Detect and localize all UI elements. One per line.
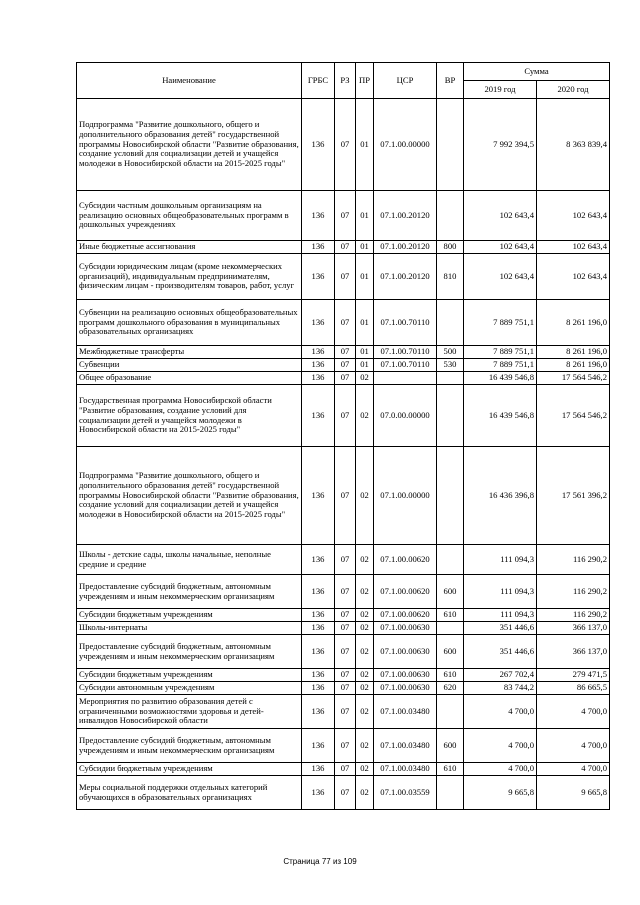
header-pr: ПР: [356, 63, 374, 99]
row-sum-2020: 86 665,5: [537, 682, 610, 695]
row-grbs: 136: [302, 385, 335, 447]
row-grbs: 136: [302, 99, 335, 191]
row-rz: 07: [335, 346, 356, 359]
row-name: Предоставление субсидий бюджетным, автономным учреждениям и иным некоммерческим организациям: [77, 729, 302, 763]
table-row: [77, 359, 610, 372]
row-rz: 07: [335, 669, 356, 682]
row-sum-2019: 7 889 751,1: [464, 300, 537, 346]
row-pr: 02: [356, 545, 374, 575]
row-sum-2020: 116 290,2: [537, 575, 610, 609]
row-name: Меры социальной поддержки отдельных категорий обучающихся в образовательных организациях: [77, 776, 302, 810]
row-sum-2019: 7 889 751,1: [464, 359, 537, 372]
row-pr: 01: [356, 346, 374, 359]
table-row: [77, 385, 610, 447]
table-row: [77, 99, 610, 191]
row-rz: 07: [335, 609, 356, 622]
row-sum-2019: 83 744,2: [464, 682, 537, 695]
row-grbs: 136: [302, 763, 335, 776]
row-pr: 02: [356, 729, 374, 763]
row-pr: 02: [356, 635, 374, 669]
header-vr: ВР: [437, 63, 464, 99]
row-vr: [437, 372, 464, 385]
row-name: Подпрограмма "Развитие дошкольного, общего и дополнительного образования детей" государственной программы Новосибирской области "Развитие образования, создание условий для социализации детей и учащейся молодежи в Новосибирской области на 2015-2025 годы": [77, 99, 302, 191]
row-name: Мероприятия по развитию образования детей с ограниченными возможностями здоровья и детей-инвалидов Новосибирской области: [77, 695, 302, 729]
row-grbs: 136: [302, 776, 335, 810]
row-sum-2020: 8 261 196,0: [537, 359, 610, 372]
row-sum-2019: 351 446,6: [464, 622, 537, 635]
header-2019: 2019 год: [464, 81, 537, 99]
row-rz: 07: [335, 729, 356, 763]
row-grbs: 136: [302, 254, 335, 300]
row-sum-2019: 111 094,3: [464, 545, 537, 575]
row-csr: 07.1.00.70110: [374, 300, 437, 346]
row-grbs: 136: [302, 682, 335, 695]
row-rz: 07: [335, 682, 356, 695]
row-sum-2019: 351 446,6: [464, 635, 537, 669]
row-sum-2019: 102 643,4: [464, 241, 537, 254]
row-vr: [437, 99, 464, 191]
row-csr: 07.1.00.00000: [374, 99, 437, 191]
row-sum-2019: 9 665,8: [464, 776, 537, 810]
row-pr: 02: [356, 609, 374, 622]
row-name: Субсидии автономным учреждениям: [77, 682, 302, 695]
row-sum-2019: 4 700,0: [464, 763, 537, 776]
table-row: [77, 372, 610, 385]
row-vr: [437, 300, 464, 346]
header-name: Наименование: [77, 63, 302, 99]
row-pr: 01: [356, 254, 374, 300]
row-sum-2020: 116 290,2: [537, 609, 610, 622]
row-vr: [437, 385, 464, 447]
row-vr: 500: [437, 346, 464, 359]
row-grbs: 136: [302, 622, 335, 635]
row-csr: 07.1.00.20120: [374, 191, 437, 241]
row-csr: 07.1.00.03480: [374, 695, 437, 729]
row-sum-2020: 17 564 546,2: [537, 372, 610, 385]
row-pr: 02: [356, 763, 374, 776]
row-vr: 610: [437, 609, 464, 622]
row-vr: 600: [437, 575, 464, 609]
table-row: [77, 695, 610, 729]
row-vr: 800: [437, 241, 464, 254]
row-grbs: 136: [302, 669, 335, 682]
row-vr: [437, 447, 464, 545]
row-sum-2019: 267 702,4: [464, 669, 537, 682]
row-rz: 07: [335, 695, 356, 729]
row-name: Предоставление субсидий бюджетным, автономным учреждениям и иным некоммерческим организациям: [77, 575, 302, 609]
row-name: Субвенции на реализацию основных общеобразовательных программ дошкольного образования в муниципальных образовательных организациях: [77, 300, 302, 346]
row-pr: 02: [356, 682, 374, 695]
row-sum-2020: 4 700,0: [537, 763, 610, 776]
row-name: Школы-интернаты: [77, 622, 302, 635]
row-grbs: 136: [302, 359, 335, 372]
row-pr: 01: [356, 300, 374, 346]
row-vr: 610: [437, 763, 464, 776]
row-rz: 07: [335, 372, 356, 385]
row-name: Иные бюджетные ассигнования: [77, 241, 302, 254]
row-csr: 07.1.00.00000: [374, 447, 437, 545]
row-sum-2020: 102 643,4: [537, 191, 610, 241]
row-vr: 810: [437, 254, 464, 300]
row-sum-2020: 102 643,4: [537, 254, 610, 300]
row-sum-2020: 8 261 196,0: [537, 300, 610, 346]
row-grbs: 136: [302, 575, 335, 609]
row-rz: 07: [335, 254, 356, 300]
row-name: Предоставление субсидий бюджетным, автономным учреждениям и иным некоммерческим организациям: [77, 635, 302, 669]
row-pr: 02: [356, 372, 374, 385]
row-grbs: 136: [302, 609, 335, 622]
row-csr: 07.0.00.00000: [374, 385, 437, 447]
row-csr: 07.1.00.00630: [374, 635, 437, 669]
row-pr: 02: [356, 695, 374, 729]
page-footer: Страница 77 из 109: [283, 857, 357, 866]
row-vr: [437, 622, 464, 635]
row-sum-2020: 116 290,2: [537, 545, 610, 575]
row-csr: 07.1.00.20120: [374, 241, 437, 254]
row-csr: 07.1.00.20120: [374, 254, 437, 300]
row-vr: [437, 695, 464, 729]
row-sum-2020: 4 700,0: [537, 729, 610, 763]
table-row: [77, 254, 610, 300]
row-pr: 02: [356, 776, 374, 810]
table-row: [77, 763, 610, 776]
row-vr: 530: [437, 359, 464, 372]
row-name: Общее образование: [77, 372, 302, 385]
table-row: [77, 191, 610, 241]
row-name: Субсидии бюджетным учреждениям: [77, 609, 302, 622]
table-row: [77, 682, 610, 695]
row-sum-2019: 16 439 546,8: [464, 385, 537, 447]
row-csr: 07.1.00.00630: [374, 622, 437, 635]
row-pr: 01: [356, 191, 374, 241]
table-row: [77, 545, 610, 575]
row-csr: 07.1.00.70110: [374, 346, 437, 359]
header-2020: 2020 год: [537, 81, 610, 99]
row-rz: 07: [335, 575, 356, 609]
row-sum-2020: 9 665,8: [537, 776, 610, 810]
row-csr: 07.1.00.00620: [374, 575, 437, 609]
row-sum-2020: 366 137,0: [537, 635, 610, 669]
row-grbs: 136: [302, 346, 335, 359]
table-row: [77, 729, 610, 763]
row-rz: 07: [335, 99, 356, 191]
table-row: [77, 635, 610, 669]
row-pr: 02: [356, 385, 374, 447]
row-rz: 07: [335, 359, 356, 372]
table-row: [77, 346, 610, 359]
row-csr: 07.1.00.00620: [374, 609, 437, 622]
row-csr: 07.1.00.03480: [374, 729, 437, 763]
row-pr: 02: [356, 447, 374, 545]
row-vr: 610: [437, 669, 464, 682]
row-pr: 02: [356, 575, 374, 609]
row-name: Субсидии бюджетным учреждениям: [77, 763, 302, 776]
budget-table: [76, 62, 610, 810]
row-sum-2019: 16 439 546,8: [464, 372, 537, 385]
table-row: [77, 447, 610, 545]
row-grbs: 136: [302, 635, 335, 669]
row-rz: 07: [335, 545, 356, 575]
row-pr: 02: [356, 669, 374, 682]
row-sum-2019: 102 643,4: [464, 254, 537, 300]
row-rz: 07: [335, 191, 356, 241]
row-rz: 07: [335, 300, 356, 346]
row-vr: 620: [437, 682, 464, 695]
table-row: [77, 300, 610, 346]
row-grbs: 136: [302, 191, 335, 241]
row-vr: [437, 776, 464, 810]
row-sum-2019: 111 094,3: [464, 609, 537, 622]
row-name: Подпрограмма "Развитие дошкольного, общего и дополнительного образования детей" государственной программы Новосибирской области "Развитие образования, создание условий для социализации детей и учащейся молодежи в Новосибирской области на 2015-2025 годы": [77, 447, 302, 545]
row-sum-2019: 7 889 751,1: [464, 346, 537, 359]
row-sum-2019: 4 700,0: [464, 695, 537, 729]
row-csr: 07.1.00.03480: [374, 763, 437, 776]
row-vr: [437, 191, 464, 241]
row-sum-2020: 4 700,0: [537, 695, 610, 729]
row-csr: 07.1.00.03559: [374, 776, 437, 810]
row-rz: 07: [335, 241, 356, 254]
header-rz: РЗ: [335, 63, 356, 99]
header-grbs: ГРБС: [302, 63, 335, 99]
table-row: [77, 622, 610, 635]
row-name: Субсидии бюджетным учреждениям: [77, 669, 302, 682]
row-sum-2020: 17 561 396,2: [537, 447, 610, 545]
row-sum-2020: 17 564 546,2: [537, 385, 610, 447]
table-row: [77, 669, 610, 682]
row-pr: 02: [356, 622, 374, 635]
row-sum-2019: 16 436 396,8: [464, 447, 537, 545]
row-csr: 07.1.00.00630: [374, 669, 437, 682]
row-sum-2020: 366 137,0: [537, 622, 610, 635]
table-row: [77, 776, 610, 810]
row-sum-2019: 111 094,3: [464, 575, 537, 609]
table-row: [77, 575, 610, 609]
row-vr: 600: [437, 729, 464, 763]
row-grbs: 136: [302, 729, 335, 763]
header-sum: Сумма: [464, 63, 610, 81]
row-name: Государственная программа Новосибирской области "Развитие образования, создание условий для социализации детей и учащейся молодежи в Новосибирской области на 2015-2025 годы": [77, 385, 302, 447]
row-rz: 07: [335, 385, 356, 447]
row-name: Субвенции: [77, 359, 302, 372]
row-grbs: 136: [302, 372, 335, 385]
row-grbs: 136: [302, 300, 335, 346]
row-pr: 01: [356, 359, 374, 372]
row-sum-2020: 8 261 196,0: [537, 346, 610, 359]
row-name: Школы - детские сады, школы начальные, неполные средние и средние: [77, 545, 302, 575]
row-rz: 07: [335, 635, 356, 669]
row-sum-2020: 102 643,4: [537, 241, 610, 254]
row-rz: 07: [335, 622, 356, 635]
row-grbs: 136: [302, 545, 335, 575]
row-pr: 01: [356, 99, 374, 191]
header-csr: ЦСР: [374, 63, 437, 99]
row-csr: 07.1.00.00620: [374, 545, 437, 575]
row-grbs: 136: [302, 695, 335, 729]
row-sum-2020: 8 363 839,4: [537, 99, 610, 191]
row-grbs: 136: [302, 241, 335, 254]
row-csr: 07.1.00.70110: [374, 359, 437, 372]
row-grbs: 136: [302, 447, 335, 545]
row-rz: 07: [335, 763, 356, 776]
row-rz: 07: [335, 447, 356, 545]
row-sum-2020: 279 471,5: [537, 669, 610, 682]
row-pr: 01: [356, 241, 374, 254]
row-sum-2019: 102 643,4: [464, 191, 537, 241]
row-sum-2019: 7 992 394,5: [464, 99, 537, 191]
row-name: Межбюджетные трансферты: [77, 346, 302, 359]
table-row: [77, 241, 610, 254]
row-name: Субсидии юридическим лицам (кроме некоммерческих организаций), индивидуальным предпринимателям, физическим лицам - производителям товаров, работ, услуг: [77, 254, 302, 300]
table-row: [77, 609, 610, 622]
row-vr: [437, 545, 464, 575]
row-vr: 600: [437, 635, 464, 669]
row-rz: 07: [335, 776, 356, 810]
row-csr: [374, 372, 437, 385]
row-name: Субсидии частным дошкольным организациям на реализацию основных общеобразовательных программ в дошкольных учреждениях: [77, 191, 302, 241]
row-csr: 07.1.00.00630: [374, 682, 437, 695]
row-sum-2019: 4 700,0: [464, 729, 537, 763]
header-row: [77, 63, 610, 81]
